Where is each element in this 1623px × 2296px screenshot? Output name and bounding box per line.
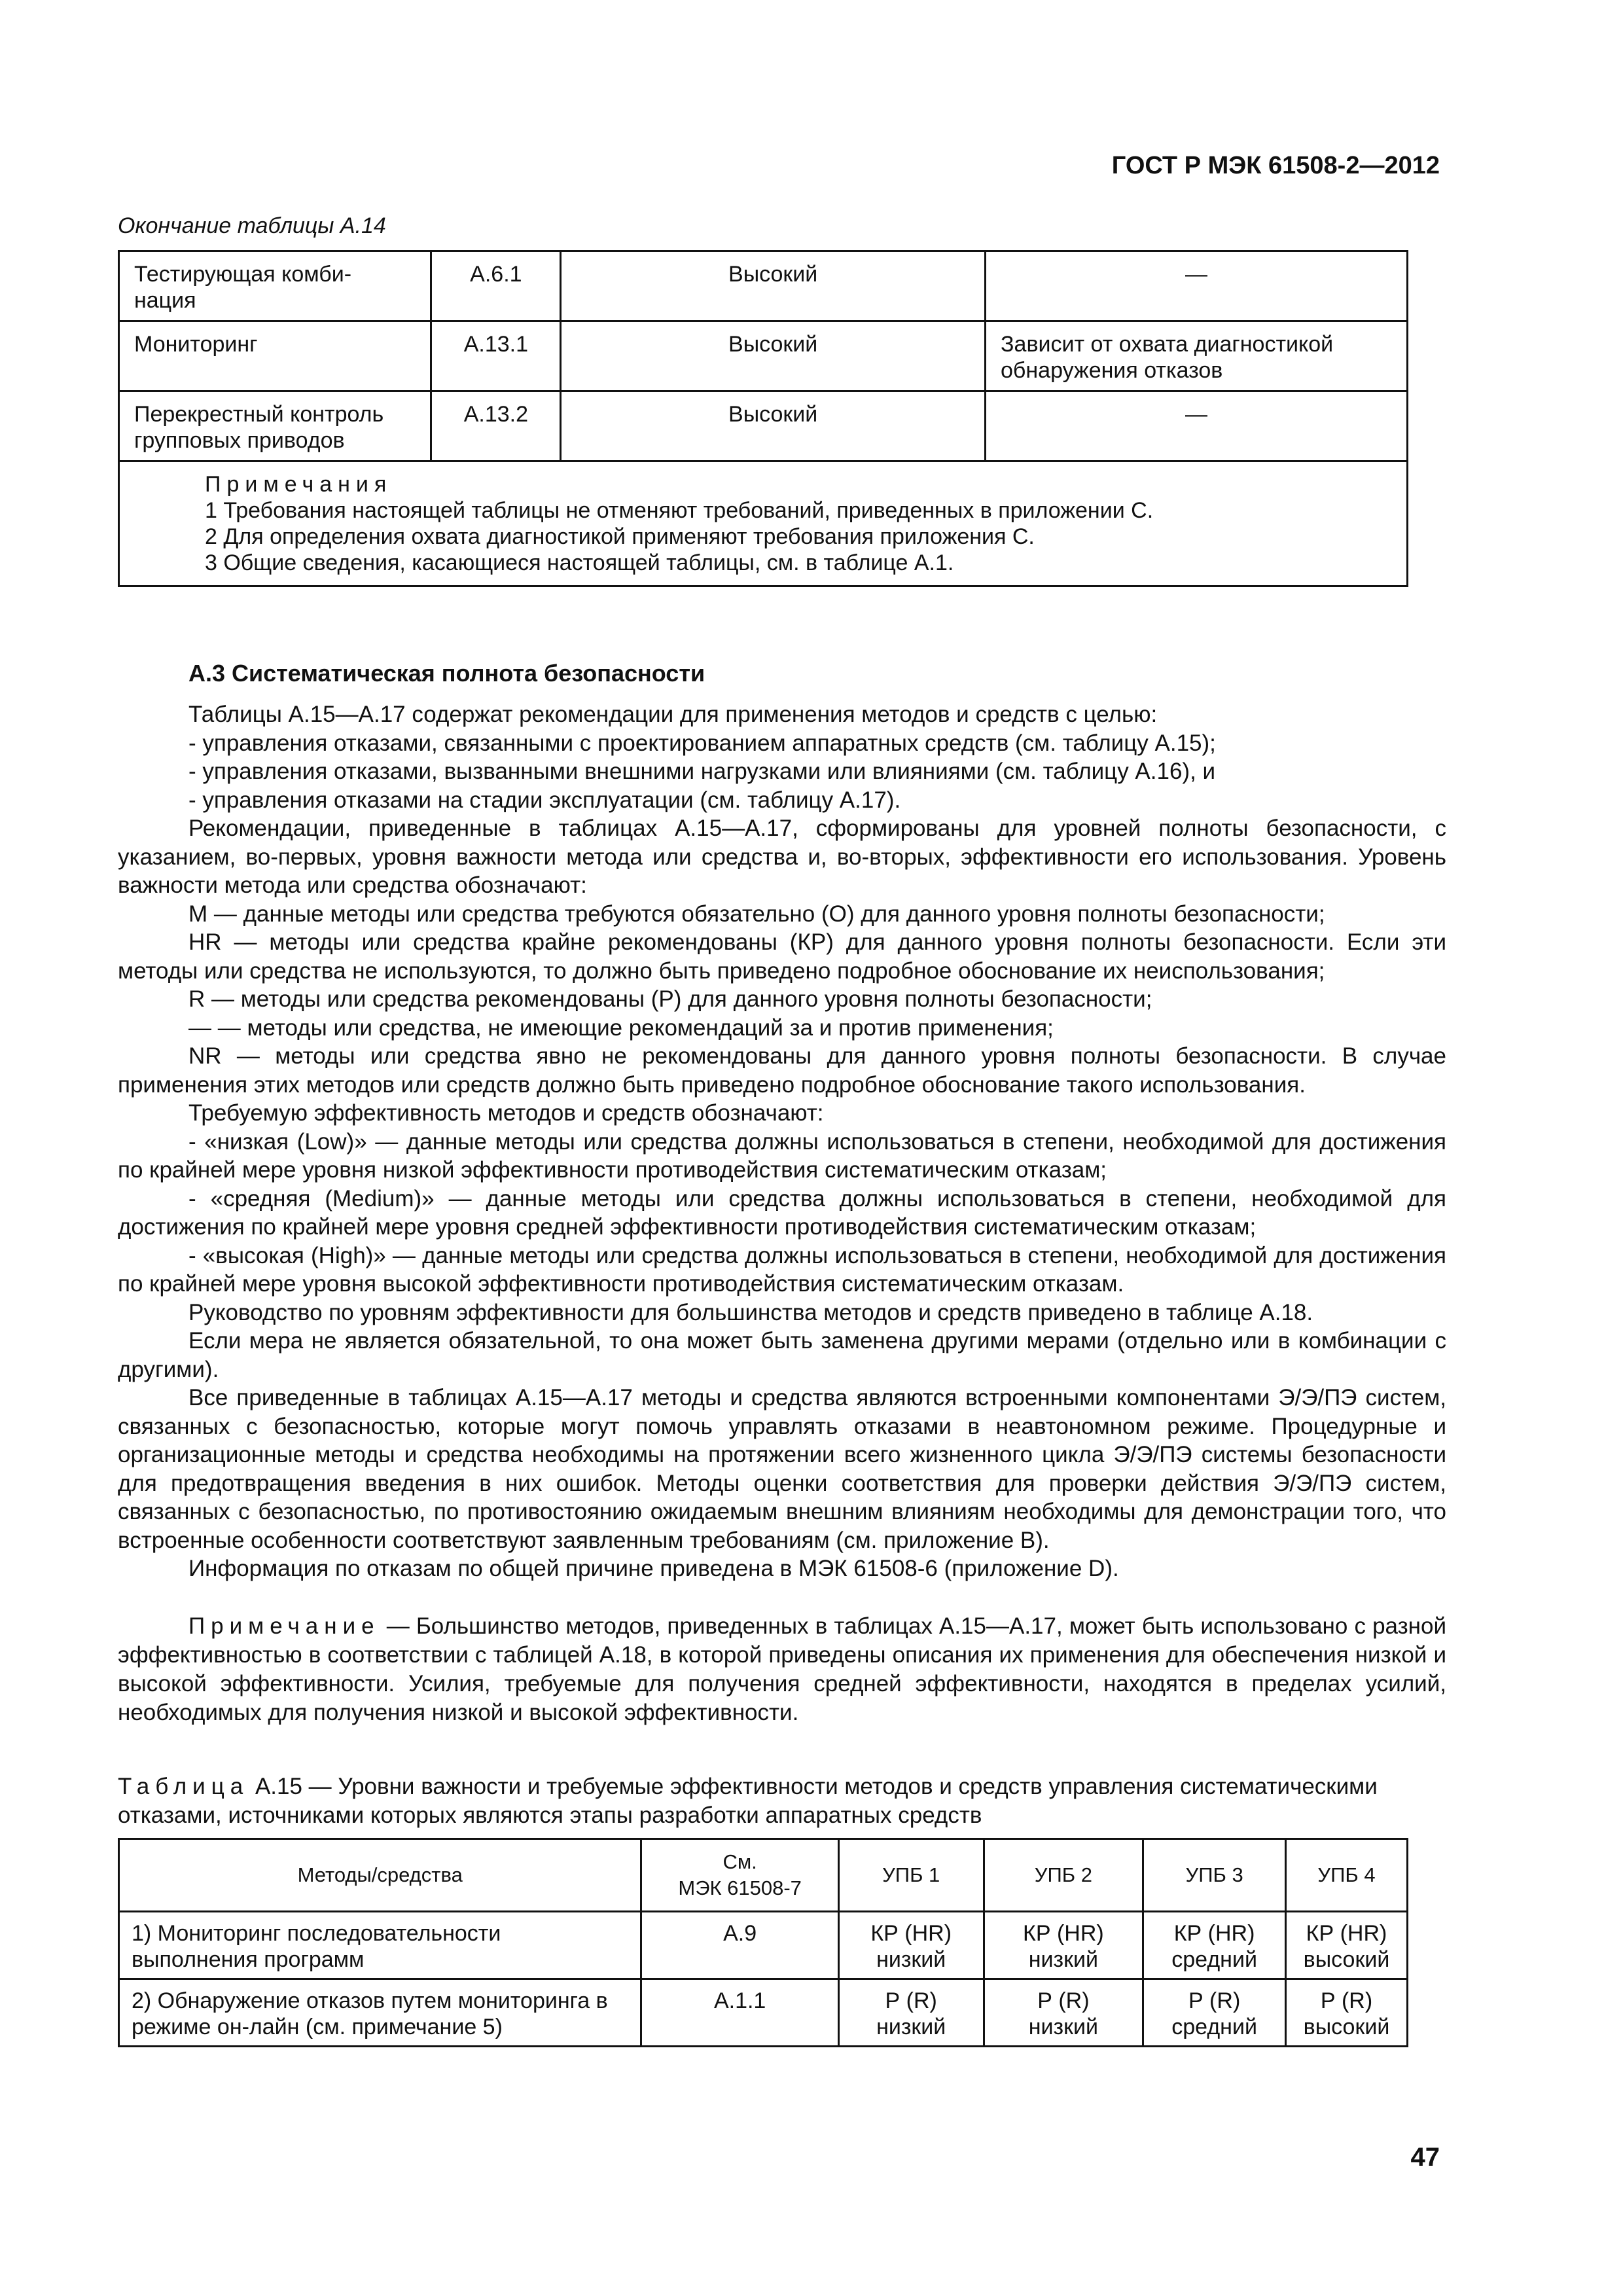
method-cell: 2) Обнаружение отказов путем мониторинга в режиме он-лайн (см. примечание 5) [119,1979,641,2047]
paragraph: М — данные методы или средства требуются обязательно (О) для данного уровня полноты безопасности; [188,901,1325,927]
method-cell: Перекрестный контроль групповых приводов [119,391,431,461]
table-a14-end [118,250,1408,587]
body-text [118,700,1446,1583]
table-notes [119,461,1408,586]
method-cell: Тестирующая комби- нация [119,251,431,321]
paragraph: Требуемую эффективность методов и средств обозначают: [188,1100,824,1126]
requirement-cell: КР (HR) высокий [1286,1912,1408,1979]
table-row [119,251,1408,321]
paragraph: Если мера не является обязательной, то она может быть заменена другими мерами (отдельно или в комбинации с другими). [118,1328,1446,1382]
reference-cell: А.9 [641,1912,838,1979]
requirement-cell: КР (HR) низкий [984,1912,1143,1979]
note-label: Примечание [188,1613,380,1639]
table-row [119,1979,1408,2047]
notes-cell: — [986,391,1408,461]
requirement-cell: Р (R) низкий [984,1979,1143,2047]
table-row [119,1912,1408,1979]
reference-cell: А.13.2 [431,391,561,461]
column-header: УПБ 2 [984,1839,1143,1912]
requirement-cell: Р (R) высокий [1286,1979,1408,2047]
notes-title: Примечания [205,472,393,497]
paragraph: - «высокая (High)» — данные методы или средства должны использоваться в степени, необходимой для достижения по крайней мере уровня высокой эффективности противодействия систематическим отказам. [118,1242,1446,1297]
effectiveness-cell: Высокий [561,251,986,321]
table-notes-row [119,461,1408,586]
note-block [118,1612,1446,1727]
paragraph: - управления отказами, связанными с проектированием аппаратных средств (см. таблицу А.15); [188,730,1216,756]
paragraph: - управления отказами, вызванными внешними нагрузками или влияниями (см. таблицу А.16), и [188,759,1216,784]
paragraph: Информация по отказам по общей причине приведена в МЭК 61508-6 (приложение D). [188,1556,1119,1581]
table-a15 [118,1838,1408,2047]
paragraph: — — методы или средства, не имеющие рекомендаций за и против применения; [188,1014,1054,1041]
column-header: См. МЭК 61508-7 [641,1839,838,1912]
paragraph: - «низкая (Low)» — данные методы или средства должны использоваться в степени, необходимой для достижения по крайней мере уровня низкой эффективности противодействия систематическим отказам; [118,1128,1446,1183]
paragraph: Все приведенные в таблицах А.15—А.17 методы и средства являются встроенными компонентами Э/Э/ПЭ систем, связанных с безопасностью, которые могут помочь управлять отказами в неавтономном режиме. Процедурные и организационные методы и средства необходимы на протяжении всего жизненного цикла Э/Э/ПЭ системы безопасности для предотвращения введения в них ошибок. Методы оценки соответствия для проверки действия Э/Э/ПЭ систем, связанных с безопасностью, по противостоянию ожидаемым внешним влияниям необходимы для демонстрации того, что встроенные особенности соответствуют заявленным требованиям (см. приложение В). [118,1385,1446,1553]
effectiveness-cell: Высокий [561,391,986,461]
requirement-cell: Р (R) средний [1143,1979,1286,2047]
table-row [119,391,1408,461]
paragraph: Таблицы А.15—А.17 содержат рекомендации для применения методов и средств с целью: [188,702,1158,727]
note-text: — Большинство методов, приведенных в таблицах А.15—А.17, может быть использовано с разной эффективностью в соответствии с таблицей А.18, в которой приведены описания их применения для обеспечения низкой и высокой эффективности. Усилия, требуемые для получения средней эффективности, находятся в пределах усилий, необходимых для получения низкой и высокой эффективности. [118,1613,1446,1725]
section-title: А.3 Систематическая полнота безопасности [188,660,705,687]
requirement-cell: КР (HR) низкий [838,1912,984,1979]
method-cell: 1) Мониторинг последовательности выполнения программ [119,1912,641,1979]
table-header-row [119,1839,1408,1912]
paragraph: Руководство по уровням эффективности для большинства методов и средств приведено в таблице А.18. [188,1299,1313,1325]
column-header: УПБ 1 [838,1839,984,1912]
paragraph: - «средняя (Medium)» — данные методы или средства должны использоваться в степени, необходимой для достижения по крайней мере уровня средней эффективности противодействия систематическим отказам; [118,1185,1446,1240]
paragraph: - управления отказами на стадии эксплуатации (см. таблицу А.17). [188,787,901,813]
note-item: 2 Для определения охвата диагностикой применяют требования приложения С. [205,524,1035,549]
page-number: 47 [1410,2143,1440,2172]
reference-cell: А.13.1 [431,321,561,391]
paragraph: HR — методы или средства крайне рекомендованы (КР) для данного уровня полноты безопасности. Если эти методы или средства не используются, то должно быть приведено подробное обоснование их неиспользования; [118,929,1446,984]
table-row [119,321,1408,391]
table-caption-label: Таблица [118,1774,249,1799]
paragraph: NR — методы или средства явно не рекомендованы для данного уровня полноты безопасности. В случае применения этих методов или средств должно быть приведено подробное обоснование такого использования. [118,1043,1446,1098]
table-a15-caption [118,1772,1446,1830]
table-caption-text: А.15 — Уровни важности и требуемые эффективности методов и средств управления систематическими отказами, источниками которых являются этапы разработки аппаратных средств [118,1774,1378,1828]
column-header: Методы/средства [119,1839,641,1912]
note-item: 1 Требования настоящей таблицы не отменяют требований, приведенных в приложении С. [205,498,1154,523]
reference-cell: А.6.1 [431,251,561,321]
notes-cell: Зависит от охвата диагностикой обнаружения отказов [986,321,1408,391]
paragraph: R — методы или средства рекомендованы (Р) для данного уровня полноты безопасности; [188,986,1152,1012]
requirement-cell: КР (HR) средний [1143,1912,1286,1979]
column-header: УПБ 4 [1286,1839,1408,1912]
table-continuation-label: Окончание таблицы А.14 [118,213,386,238]
effectiveness-cell: Высокий [561,321,986,391]
method-cell: Мониторинг [119,321,431,391]
notes-cell: — [986,251,1408,321]
paragraph: Рекомендации, приведенные в таблицах А.15—А.17, сформированы для уровней полноты безопасности, с указанием, во-первых, уровня важности метода или средства и, во-вторых, эффективности его использования. Уровень важности метода или средства обозначают: [118,816,1446,898]
requirement-cell: Р (R) низкий [838,1979,984,2047]
document-code-header: ГОСТ Р МЭК 61508-2—2012 [1111,152,1440,179]
note-item: 3 Общие сведения, касающиеся настоящей таблицы, см. в таблице А.1. [205,550,954,575]
reference-cell: А.1.1 [641,1979,838,2047]
column-header: УПБ 3 [1143,1839,1286,1912]
